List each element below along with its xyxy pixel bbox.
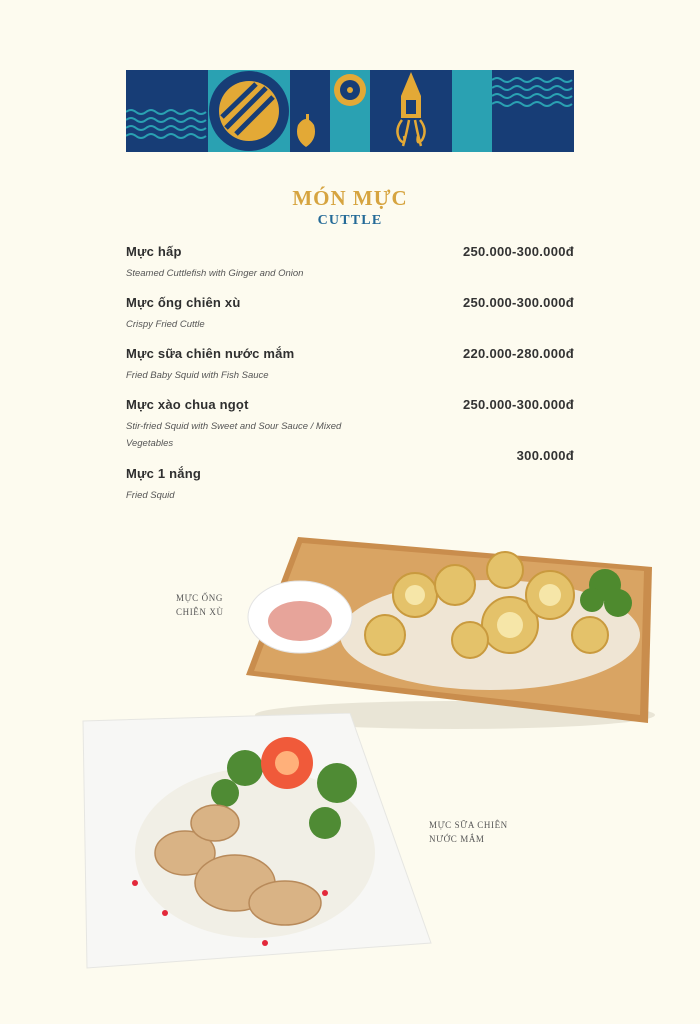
banner-pattern-icon [126, 70, 574, 152]
item-price: 300.000đ [516, 448, 574, 463]
section-title-english: CUTTLE [317, 213, 383, 228]
white-plate-dish-icon [75, 713, 435, 973]
item-name: Mực ống chiên xù [126, 295, 241, 310]
menu-item [126, 244, 574, 282]
menu-item [126, 397, 574, 452]
section-title-vietnamese: MÓN MỰC [292, 186, 408, 210]
item-name: Mực hấp [126, 244, 182, 259]
decorative-banner [126, 70, 574, 152]
item-price: 220.000-280.000đ [462, 346, 574, 361]
item-name: Mực sữa chiên nước mắm [126, 346, 295, 361]
item-name: Mực 1 nắng [126, 466, 201, 481]
item-price: 250.000-300.000đ [462, 397, 574, 412]
item-description: Steamed Cuttlefish with Ginger and Onion [126, 268, 304, 279]
menu-item [126, 346, 574, 384]
item-price: 250.000-300.000đ [462, 295, 574, 310]
caption-fried-baby-squid: MỰC SỮA CHIÊN NƯỚC MẮM [429, 820, 508, 844]
item-description: Fried Baby Squid with Fish Sauce [126, 370, 269, 381]
item-price: 250.000-300.000đ [462, 244, 574, 259]
item-description: Stir-fried Squid with Sweet and Sour Sauce / Mixed Vegetables [126, 421, 342, 449]
wooden-board-dish-icon [240, 525, 660, 735]
menu-item [126, 448, 574, 504]
fried-squid-photo [240, 525, 660, 735]
item-name: Mực xào chua ngọt [126, 397, 249, 412]
caption-fried-cuttle: MỰC ỐNG CHIÊN XÙ [176, 593, 224, 617]
menu-item [126, 295, 574, 333]
item-description: Crispy Fried Cuttle [126, 319, 205, 330]
baby-squid-photo [75, 713, 435, 973]
item-description: Fried Squid [126, 490, 175, 501]
